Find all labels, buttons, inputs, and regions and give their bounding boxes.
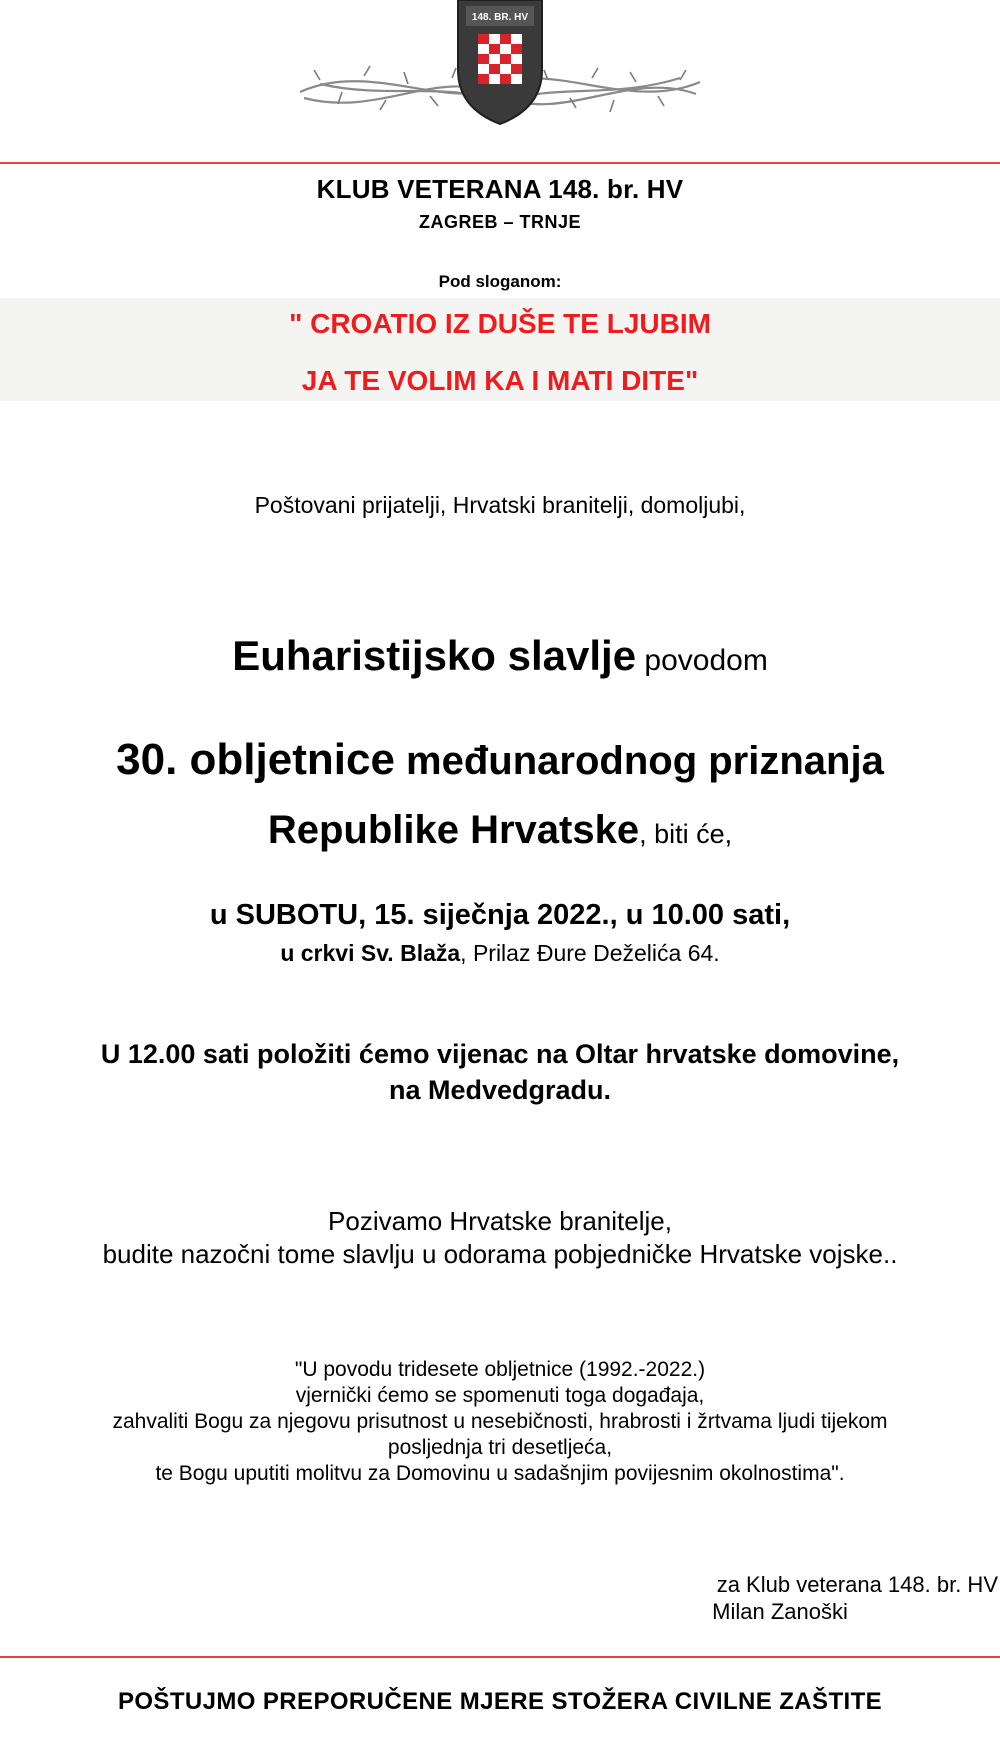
invitation-text <box>0 1205 1000 1271</box>
announcement-line-3-normal: , biti će, <box>639 819 733 849</box>
event-address: , Prilaz Đure Deželića 64. <box>460 940 720 966</box>
crown-of-thorns-shield-emblem-icon <box>280 0 720 135</box>
quote-line-2: vjernički ćemo se spomenuti toga događaja, <box>295 1384 705 1407</box>
invite-line-1: Pozivamo Hrvatske branitelje, <box>328 1206 672 1236</box>
slogan-line-1: " CROATIO IZ DUŠE TE LJUBIM <box>289 308 711 339</box>
slogan-line-2: JA TE VOLIM KA I MATI DITE" <box>301 365 699 396</box>
quote-line-1: "U povodu tridesete obljetnice (1992.-2022.) <box>294 1358 706 1381</box>
announcement-line-1-bold: Euharistijsko slavlje <box>232 632 637 679</box>
quote-block <box>0 1357 1000 1487</box>
footer-notice: POŠTUJMO PREPORUČENE MJERE STOŽERA CIVILNE ZAŠTITE <box>117 1688 883 1715</box>
announcement-line-1 <box>0 632 1000 680</box>
quote-line-5: te Bogu uputiti molitvu za Domovinu u sadašnjim povijesnim okolnostima". <box>155 1462 845 1485</box>
club-name: KLUB VETERANA 148. br. HV <box>316 174 684 204</box>
signature-line-1: za Klub veterana 148. br. HV <box>716 1572 998 1597</box>
signature-block <box>560 1571 1000 1625</box>
announcement-line-2-a: 30. obljetnice <box>116 735 395 784</box>
wreath-notice <box>0 1036 1000 1108</box>
announcement-line-3-bold: Republike Hrvatske <box>267 808 640 852</box>
announcement-line-1-normal: povodom <box>636 644 768 677</box>
wreath-line-2: na Medvedgradu. <box>388 1075 612 1105</box>
club-city: ZAGREB – TRNJE <box>418 212 582 232</box>
bottom-divider <box>0 1656 1000 1658</box>
event-church: u crkvi Sv. Blaža <box>280 940 461 966</box>
event-date: u SUBOTU, 15. siječnja 2022., u 10.00 sati, <box>209 899 791 931</box>
greeting: Poštovani prijatelji, Hrvatski branitelji, domoljubi, <box>254 492 746 518</box>
top-divider <box>0 162 1000 164</box>
quote-line-3: zahvaliti Bogu za njegovu prisutnost u nesebičnosti, hrabrosti i žrtvama ljudi tijekom <box>112 1410 888 1433</box>
quote-line-4: posljednja tri desetljeća, <box>387 1436 613 1459</box>
event-location <box>0 940 1000 967</box>
slogan-label: Pod sloganom: <box>438 272 562 291</box>
invite-line-2: budite nazočni tome slavlju u odorama pobjedničke Hrvatske vojske.. <box>102 1239 898 1269</box>
announcement-line-2 <box>0 735 1000 785</box>
signature-name: Milan Zanoški <box>712 1599 848 1624</box>
announcement-line-3 <box>0 808 1000 853</box>
announcement-line-2-b: međunarodnog priznanja <box>394 739 884 783</box>
wreath-line-1: U 12.00 sati položiti ćemo vijenac na Oltar hrvatske domovine, <box>100 1039 900 1069</box>
svg-text:148. BR. HV: 148. BR. HV <box>471 12 529 23</box>
